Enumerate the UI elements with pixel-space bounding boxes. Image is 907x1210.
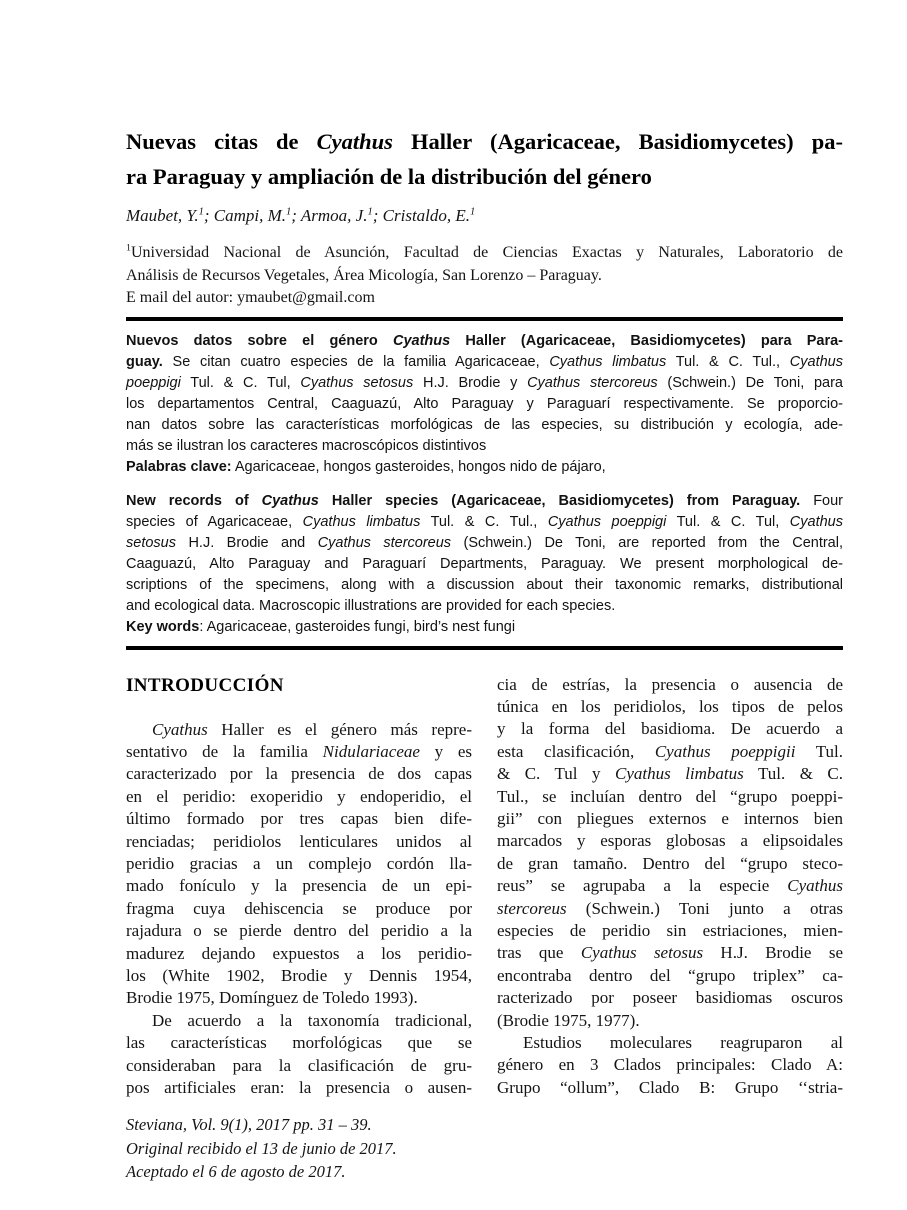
authors-line [126,205,843,227]
text-line: Key words: Agaricaceae, gasteroides fungi, bird’s nest fungi [126,618,516,635]
journal-footer [126,1113,843,1184]
text-line: los (White 1902, Brodie y Dennis 1954, [126,965,472,985]
text-line: Brodie 1975, Domínguez de Toledo 1993). [126,988,418,1008]
text-line: scriptions of the specimens, along with a discussion about their taxonomic remarks, distributional [126,576,843,593]
text-line: peridio gracias a un complejo cordón lla- [126,853,472,873]
text-line: Aceptado el 6 de agosto de 2017. [126,1162,346,1182]
text-line: stercoreus (Schwein.) Toni junto a otras [497,898,843,918]
text-line: species of Agaricaceae, Cyathus limbatus Tul. & C. Tul., Cyathus poeppigi Tul. & C. Tul, Cyathus [126,513,843,530]
text-line: Análisis de Recursos Vegetales, Área Micología, San Lorenzo – Paraguay. [126,266,602,284]
text-line: Nuevos datos sobre el género Cyathus Haller (Agaricaceae, Basidiomycetes) para Para- [126,332,843,349]
text-line: New records of Cyathus Haller species (Agaricaceae, Basidiomycetes) from Paraguay. Four [126,492,844,509]
text-line: caracterizado por la presencia de dos capas [126,764,472,784]
text-line: más se ilustran los caracteres macroscópicos distintivos [126,437,487,454]
text-line: Estudios moleculares reagruparon al [523,1033,843,1052]
text-line: fragma cuya dehiscencia se produce por [126,898,472,918]
paragraph [126,719,472,1010]
text-line: rajadura o se pierde dentro del peridio a la [126,921,472,941]
text-line: guay. Se citan cuatro especies de la familia Agaricaceae, Cyathus limbatus Tul. & C. Tul., Cyathus [126,353,843,370]
right-column-text [497,674,843,1100]
text-line: mado fonículo y la presencia de un epi- [126,876,472,896]
text-line: racterizado por poseer basidiomas oscuros [497,988,843,1008]
article-title [126,124,843,194]
text-line: cia de estrías, la presencia o ausencia de [497,674,843,694]
text-line: las características morfológicas que se [126,1033,472,1053]
left-column [126,674,472,1100]
paragraph [126,617,843,638]
paragraph [126,124,843,194]
paragraph [126,287,843,310]
paragraph [126,242,843,287]
text-line: renciadas; peridiolos lenticulares unidos al [126,831,472,851]
text-line: Palabras clave: Agaricaceae, hongos gasteroides, hongos nido de pájaro, [126,458,606,475]
text-line: reus” se agrupaba a la especie Cyathus [497,876,843,896]
text-line: sentativo de la familia Nidulariaceae y es [126,741,472,761]
horizontal-rule-top [126,317,843,321]
text-line: en el peridio: exoperidio y endoperidio, el [126,786,472,806]
text-line: Caaguazú, Alto Paraguay and Paraguarí Departments, Paraguay. We present morphological de- [126,555,843,572]
text-line: túnica en los peridiolos, los tipos de pelos [497,696,843,716]
abstract-spanish [126,331,843,478]
text-line: Nuevas citas de Cyathus Haller (Agaricaceae, Basidiomycetes) pa- [126,129,843,154]
text-line: $^1$Universidad Nacional de Asunción, Facultad de Ciencias Exactas y Naturales, Laboratorio de [126,242,843,261]
abstract-english [126,491,843,638]
paragraph [126,205,843,227]
affiliation-block [126,242,843,310]
paragraph [126,1113,843,1184]
text-line: Steviana, Vol. 9(1), 2017 pp. 31 – 39. [126,1115,372,1135]
text-line: Cyathus Haller es el género más repre- [152,719,472,739]
text-line: poeppigi Tul. & C. Tul, Cyathus setosus H.J. Brodie y Cyathus stercoreus (Schwein.) De Toni, para [126,374,843,391]
text-line: De acuerdo a la taxonomía tradicional, [152,1010,472,1030]
paragraph [126,491,843,617]
text-line: nan datos sobre las características morfológicas de las especies, su distribución y ecología, ade- [126,416,843,433]
two-column-body [126,674,843,1100]
text-line: esta clasificación, Cyathus poeppigii Tul. [497,741,844,761]
text-line: (Brodie 1975, 1977). [497,1010,640,1030]
paragraph [126,331,843,457]
text-line: gii” con pliegues externos e internos bien [497,808,843,828]
text-line: los departamentos Central, Caaguazú, Alto Paraguay y Paraguarí respectivamente. Se proporcio- [126,395,843,412]
paragraph [126,1010,472,1100]
left-column-text [126,719,472,1100]
text-line: último formado por tres capas bien dife- [126,809,472,829]
text-line: & C. Tul y Cyathus limbatus Tul. & C. [497,764,844,784]
paragraph [126,457,843,478]
text-line: consideraban para la clasificación de gru- [126,1055,472,1075]
text-line: Tul., se incluían dentro del “grupo poeppi- [497,786,843,806]
horizontal-rule-bottom [126,646,843,650]
right-column [497,674,843,1100]
text-line: E mail del autor: ymaubet@gmail.com [126,289,375,306]
text-line: género en 3 Clados principales: Clado A: [497,1055,843,1075]
text-line: Grupo “ollum”, Clado B: Grupo ‘‘stria- [497,1077,843,1097]
paragraph [497,674,843,1033]
paragraph [497,1032,843,1099]
text-line: Original recibido el 13 de junio de 2017. [126,1138,397,1158]
text-line: especies de peridio sin estriaciones, mien- [497,920,843,940]
text-line: de gran tamaño. Dentro del “grupo steco- [497,853,843,873]
text-line: y la forma del basidioma. De acuerdo a [497,719,843,739]
text-line: and ecological data. Macroscopic illustrations are provided for each species. [126,597,616,614]
text-line: pos artificiales eran: la presencia o ausen- [126,1078,472,1097]
text-line: marcados y esporas globosas a elipsoidales [497,831,843,851]
text-line: ra Paraguay y ampliación de la distribución del género [126,164,652,189]
text-line: Maubet, Y.$^1$; Campi, M.$^1$; Armoa, J.$^1$; Cristaldo, E.$^1$ [126,206,476,225]
text-line: madurez dejando expuestos a los peridio- [126,943,472,963]
introduction-heading: INTRODUCCIÓN [126,674,284,696]
text-line: encontraba dentro del “grupo triplex” ca- [497,965,843,985]
text-line: tras que Cyathus setosus H.J. Brodie se [497,943,844,963]
text-line: setosus H.J. Brodie and Cyathus stercoreus (Schwein.) De Toni, are reported from the Central, [126,534,843,551]
